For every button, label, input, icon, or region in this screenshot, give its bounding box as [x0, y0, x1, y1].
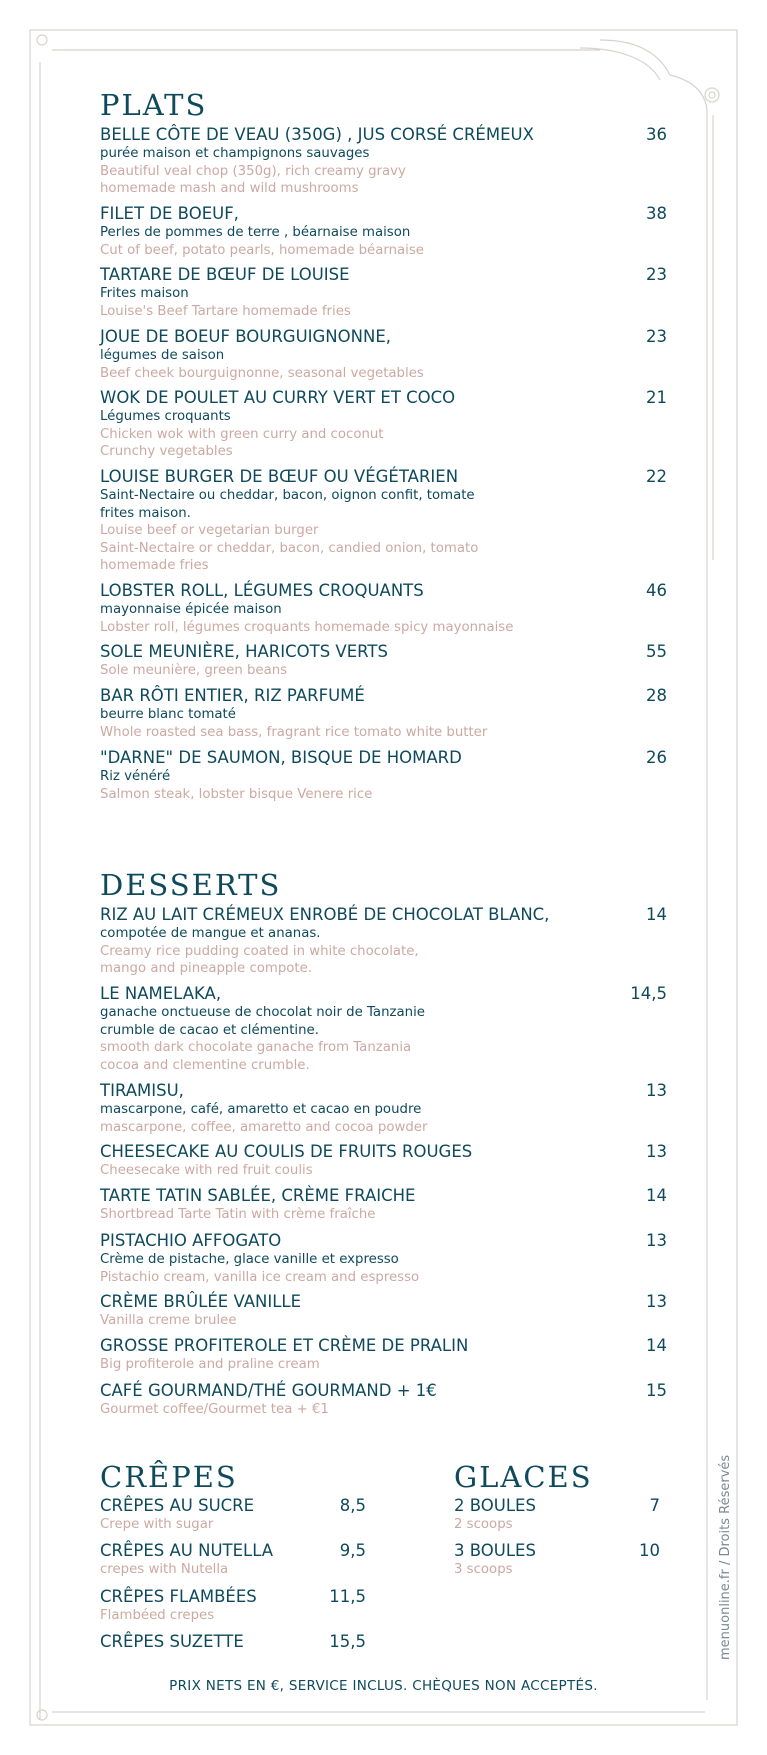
menu-item-description-en: Sole meunière, green beans — [100, 663, 288, 678]
section-title-desserts: DESSERTS — [100, 868, 282, 902]
menu-item-description-en: Crunchy vegetables — [100, 444, 233, 459]
menu-item-description-fr: ganache onctueuse de chocolat noir de Tanzanie — [100, 1005, 425, 1020]
menu-item — [100, 1291, 667, 1330]
menu-item — [100, 983, 667, 1074]
menu-item-description-fr: mascarpone, café, amaretto et cacao en poudre — [100, 1102, 422, 1117]
menu-item-description-en: Chicken wok with green curry and coconut — [100, 426, 384, 442]
menu-item-price: 38 — [646, 204, 667, 223]
menu-item-name: 2 BOULES — [454, 1496, 536, 1515]
menu-item-price: 13 — [646, 1081, 667, 1100]
menu-item — [100, 1335, 667, 1374]
menu-item-price: 9,5 — [339, 1541, 366, 1560]
menu-item-description-en: Gourmet coffee/Gourmet tea + €1 — [100, 1402, 329, 1417]
menu-item — [100, 1631, 366, 1652]
menu-item-price: 11,5 — [329, 1587, 366, 1606]
menu-item-description-fr: légumes de saison — [100, 348, 225, 363]
menu-item-description-fr: crumble de cacao et clémentine. — [100, 1022, 319, 1038]
menu-item-description-en: cocoa and clementine crumble. — [100, 1057, 310, 1073]
menu-item-price: 36 — [646, 125, 667, 144]
menu-item-name: GROSSE PROFITEROLE ET CRÈME DE PRALIN — [100, 1336, 469, 1355]
menu-item-name: TARTARE DE BŒUF DE LOUISE — [100, 265, 350, 284]
menu-item-description-en: homemade mash and wild mushrooms — [100, 181, 359, 196]
menu-item-name: RIZ AU LAIT CRÉMEUX ENROBÉ DE CHOCOLAT BLANC, — [100, 905, 550, 924]
menu-item-description-en: Shortbread Tarte Tatin with crème fraîche — [100, 1207, 376, 1222]
menu-item-description-en: crepes with Nutella — [100, 1562, 229, 1577]
menu-item-price: 14 — [646, 1186, 667, 1205]
menu-item-name: BAR RÔTI ENTIER, RIZ PARFUMÉ — [100, 686, 365, 705]
menu-item-name: CRÊPES AU NUTELLA — [100, 1541, 274, 1560]
menu-item-name: CAFÉ GOURMAND/THÉ GOURMAND + 1€ — [100, 1381, 437, 1400]
footer-note: PRIX NETS EN €, SERVICE INCLUS. CHÈQUES NON ACCEPTÉS. — [169, 1678, 598, 1694]
menu-item-price: 26 — [646, 748, 667, 767]
menu-item — [100, 580, 667, 636]
menu-item — [100, 1230, 667, 1286]
menu-item-price: 10 — [639, 1541, 660, 1560]
menu-item — [100, 1586, 366, 1625]
menu-item — [100, 387, 667, 461]
section-title-plats: PLATS — [100, 88, 208, 122]
menu-item-description-en: Flambéed crepes — [100, 1608, 215, 1623]
menu-item-name: LOBSTER ROLL, LÉGUMES CROQUANTS — [100, 581, 424, 600]
menu-item-name: FILET DE BOEUF, — [100, 204, 239, 223]
menu-item-name: CRÊPES AU SUCRE — [100, 1496, 255, 1515]
menu-item-description-en: Louise beef or vegetarian burger — [100, 523, 319, 538]
menu-item-description-en: Crepe with sugar — [100, 1517, 214, 1532]
menu-item-name: "DARNE" DE SAUMON, BISQUE DE HOMARD — [100, 748, 462, 767]
menu-item-price: 23 — [646, 327, 667, 346]
watermark: menuonline.fr / Droits Réservés — [718, 1454, 733, 1660]
menu-item-price: 15 — [646, 1381, 667, 1400]
menu-item-description-en: Pistachio cream, vanilla ice cream and espresso — [100, 1269, 420, 1285]
menu-item-name: TARTE TATIN SABLÉE, CRÈME FRAICHE — [100, 1186, 416, 1205]
menu-item-price: 46 — [646, 581, 667, 600]
menu-item — [454, 1540, 660, 1579]
menu-item-name: LOUISE BURGER DE BŒUF OU VÉGÉTARIEN — [100, 467, 459, 486]
menu-item-price: 13 — [646, 1292, 667, 1311]
menu-item-price: 15,5 — [329, 1632, 366, 1651]
menu-item-name: CHEESECAKE AU COULIS DE FRUITS ROUGES — [100, 1142, 473, 1161]
menu-item-description-en: 3 scoops — [454, 1562, 513, 1577]
menu-item-price: 7 — [649, 1496, 660, 1515]
menu-item — [100, 1185, 667, 1224]
menu-item-name: CRÊPES SUZETTE — [100, 1632, 244, 1651]
menu-item-price: 28 — [646, 686, 667, 705]
menu-item — [100, 1540, 366, 1579]
menu-item-price: 13 — [646, 1142, 667, 1161]
menu-item — [100, 264, 667, 320]
menu-item-price: 14 — [646, 1336, 667, 1355]
menu-item-description-en: Cut of beef, potato pearls, homemade béarnaise — [100, 242, 424, 258]
menu-item-description-en: mascarpone, coffee, amaretto and cocoa powder — [100, 1119, 428, 1135]
menu-item-description-fr: purée maison et champignons sauvages — [100, 146, 370, 161]
menu-item-name: LE NAMELAKA, — [100, 984, 222, 1003]
menu-item-description-fr: Riz vénéré — [100, 769, 171, 784]
menu-item-description-en: Beef cheek bourguignonne, seasonal vegetables — [100, 365, 424, 381]
menu-item-description-fr: beurre blanc tomaté — [100, 707, 236, 722]
menu-item-name: TIRAMISU, — [100, 1081, 184, 1100]
section-title-crepes: CRÊPES — [100, 1460, 238, 1494]
menu-item-name: 3 BOULES — [454, 1541, 536, 1560]
menu-item-description-fr: Perles de pommes de terre , béarnaise maison — [100, 225, 411, 240]
menu-item-description-en: smooth dark chocolate ganache from Tanzania — [100, 1040, 412, 1055]
menu-item — [100, 326, 667, 382]
menu-item — [100, 1141, 667, 1180]
menu-item-description-en: Whole roasted sea bass, fragrant rice tomato white butter — [100, 724, 488, 740]
menu-item — [100, 904, 667, 978]
menu-item-description-en: Saint-Nectaire or cheddar, bacon, candied onion, tomato — [100, 540, 479, 556]
menu-item — [100, 641, 667, 680]
menu-item — [100, 466, 667, 575]
menu-item-price: 13 — [646, 1231, 667, 1250]
menu-item-description-en: Vanilla creme brulee — [100, 1313, 237, 1328]
menu-item-description-en: Beautiful veal chop (350g), rich creamy gravy — [100, 163, 406, 179]
menu-item-description-fr: mayonnaise épicée maison — [100, 602, 282, 617]
menu-item-price: 22 — [646, 467, 667, 486]
menu-item-description-fr: Frites maison — [100, 286, 189, 301]
menu-item-description-fr: frites maison. — [100, 505, 191, 521]
menu-item-name: BELLE CÔTE DE VEAU (350G) , JUS CORSÉ CRÉMEUX — [100, 125, 534, 144]
menu-item — [100, 747, 667, 803]
menu-item — [100, 685, 667, 741]
menu-item-name: JOUE DE BOEUF BOURGUIGNONNE, — [100, 327, 391, 346]
menu-item-description-en: Salmon steak, lobster bisque Venere rice — [100, 786, 373, 802]
menu-item-price: 8,5 — [339, 1496, 366, 1515]
menu-item — [100, 1080, 667, 1136]
menu-item-description-en: Cheesecake with red fruit coulis — [100, 1163, 313, 1178]
section-title-glaces: GLACES — [454, 1460, 593, 1494]
menu-item-description-en: 2 scoops — [454, 1517, 513, 1532]
menu-item — [100, 203, 667, 259]
menu-item — [100, 124, 667, 198]
menu-item-price: 23 — [646, 265, 667, 284]
menu-item-name: SOLE MEUNIÈRE, HARICOTS VERTS — [100, 642, 388, 661]
menu-item-description-fr: Saint-Nectaire ou cheddar, bacon, oignon confit, tomate — [100, 488, 475, 503]
menu-item-name: WOK DE POULET AU CURRY VERT ET COCO — [100, 388, 456, 407]
menu-item-price: 14 — [646, 905, 667, 924]
menu-item-price: 55 — [646, 642, 667, 661]
menu-item-description-en: Louise's Beef Tartare homemade fries — [100, 303, 351, 319]
menu-item — [100, 1380, 667, 1419]
menu-item-description-en: mango and pineapple compote. — [100, 961, 313, 976]
menu-item — [454, 1495, 660, 1534]
menu-item — [100, 1495, 366, 1534]
menu-item-description-en: Creamy rice pudding coated in white chocolate, — [100, 943, 419, 959]
menu-item-name: CRÊPES FLAMBÉES — [100, 1587, 257, 1606]
menu-item-description-fr: compotée de mangue et ananas. — [100, 926, 321, 941]
menu-item-description-fr: Crème de pistache, glace vanille et expresso — [100, 1252, 399, 1267]
menu-item-description-en: Big profiterole and praline cream — [100, 1357, 320, 1372]
menu-item-name: PISTACHIO AFFOGATO — [100, 1231, 282, 1250]
menu-item-description-en: Lobster roll, légumes croquants homemade spicy mayonnaise — [100, 619, 514, 635]
menu-item-price: 14,5 — [630, 984, 667, 1003]
menu-item-description-en: homemade fries — [100, 558, 209, 573]
menu-item-price: 21 — [646, 388, 667, 407]
menu-item-description-fr: Légumes croquants — [100, 409, 231, 424]
menu-item-name: CRÈME BRÛLÉE VANILLE — [100, 1292, 302, 1311]
